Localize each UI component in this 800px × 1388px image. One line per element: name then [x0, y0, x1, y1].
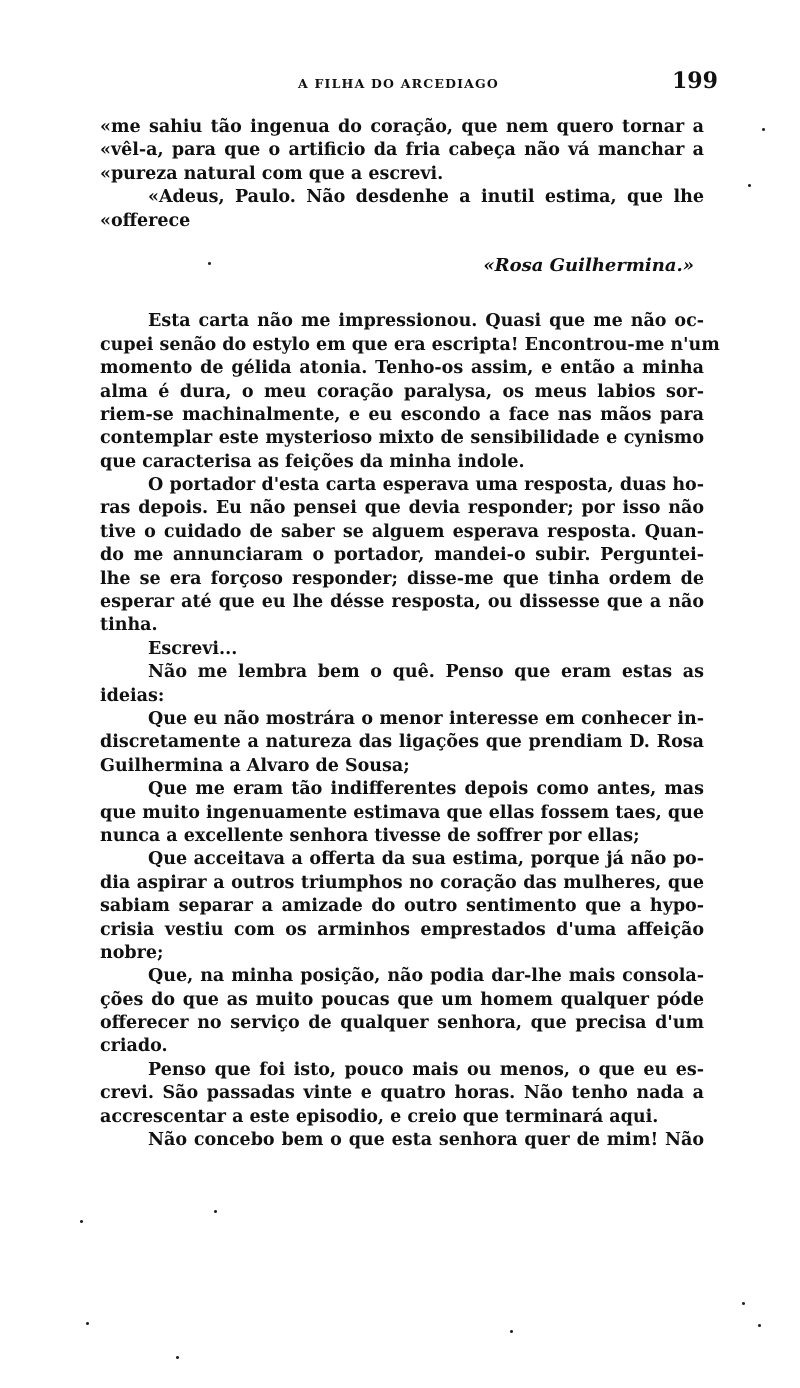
body-line: contemplar este mysterioso mixto de sensibilidade e cynismo [100, 428, 704, 449]
body-line: Que me eram tão indifferentes depois como antes, mas [148, 779, 704, 800]
scan-speck [742, 1302, 745, 1305]
body-line: Penso que foi isto, pouco mais ou menos, o que eu es- [148, 1059, 704, 1080]
page-text [100, 116, 720, 1152]
scan-speck [510, 1330, 513, 1333]
body-line: ideias: [100, 685, 165, 706]
body-line: sabiam separar a amizade do outro sentimento que a hypo- [100, 896, 704, 917]
body-line: Não me lembra bem o quê. Penso que eram estas as [148, 662, 704, 683]
body-line: Que acceitava a offerta da sua estima, porque já não po- [148, 849, 704, 870]
body-line: momento de gélida atonia. Tenho-os assim, e então a minha [100, 358, 704, 379]
body-line: criado. [100, 1036, 168, 1057]
body-line: Guilhermina a Alvaro de Sousa; [100, 755, 410, 776]
body-line: alma é dura, o meu coração paralysa, os meus labios sor- [100, 381, 704, 402]
body-line: que muito ingenuamente estimava que ellas fossem taes, que [100, 802, 704, 823]
body-line: nobre; [100, 942, 164, 963]
body-line: cupei senão do estylo em que era escripta! Encontrou-me n'um [100, 334, 720, 355]
body-line: accrescentar a este episodio, e creio que terminará aqui. [100, 1106, 659, 1127]
body-line: nunca a excellente senhora tivesse de soffrer por ellas; [100, 825, 640, 846]
letter-line: «me sahiu tão ingenua do coração, que nem quero tornar a [100, 117, 704, 137]
body-line: riem-se machinalmente, e eu escondo a face nas mãos para [100, 404, 704, 425]
body-line: ras depois. Eu não pensei que devia responder; por isso não [100, 498, 704, 519]
body-line: crevi. São passadas vinte e quatro horas. Não tenho nada a [100, 1083, 704, 1104]
letter-line: «offerece [100, 210, 191, 231]
body-line: que caracterisa as feições da minha indole. [100, 451, 525, 472]
body-line: Escrevi... [148, 638, 238, 659]
page-number: 199 [672, 68, 718, 94]
letter-signature: «Rosa Guilhermina.» [483, 254, 694, 276]
scan-speck [758, 1324, 761, 1327]
scan-speck [762, 128, 765, 131]
body-line: do me annunciaram o portador, mandei-o subir. Perguntei- [100, 545, 704, 566]
scan-speck [176, 1356, 179, 1359]
body-line: Que eu não mostrára o menor interesse em conhecer in- [148, 708, 704, 729]
body-line: esperar até que eu lhe désse resposta, ou dissesse que a não [100, 592, 704, 613]
letter-line: «Adeus, Paulo. Não desdenhe a inutil estima, que lhe [148, 187, 704, 208]
body-line: Que, na minha posição, não podia dar-lhe mais consola- [148, 966, 704, 987]
body-line: Não concebo bem o que esta senhora quer de mim! Não [148, 1130, 704, 1151]
body-line: tinha. [100, 615, 158, 636]
body-line: offerecer no serviço de qualquer senhora, que precisa d'um [100, 1013, 704, 1034]
running-title: A FILHA DO ARCEDIAGO [298, 76, 500, 91]
body-line: dia aspirar a outros triumphos no coração das mulheres, que [100, 872, 704, 893]
scan-speck [80, 1220, 83, 1223]
body-line: lhe se era forçoso responder; disse-me que tinha ordem de [100, 568, 704, 589]
body-line: crisia vestiu com os arminhos emprestados d'uma affeição [100, 919, 704, 940]
body-line: O portador d'esta carta esperava uma resposta, duas ho- [148, 475, 704, 496]
body-line: Esta carta não me impressionou. Quasi que me não oc- [148, 311, 704, 332]
scan-speck [214, 1210, 217, 1213]
body-line: ções do que as muito poucas que um homem qualquer póde [100, 989, 704, 1010]
body-line: discretamente a natureza das ligações que prendiam D. Rosa [100, 732, 704, 753]
scan-speck [86, 1322, 89, 1325]
body-line: tive o cuidado de saber se alguem esperava resposta. Quan- [100, 521, 704, 542]
letter-line: «vêl-a, para que o artificio da fria cabeça não vá manchar a [100, 140, 704, 161]
scan-speck [208, 262, 211, 265]
letter-line: «pureza natural com que a escrevi. [100, 163, 444, 184]
scan-speck [748, 184, 751, 187]
